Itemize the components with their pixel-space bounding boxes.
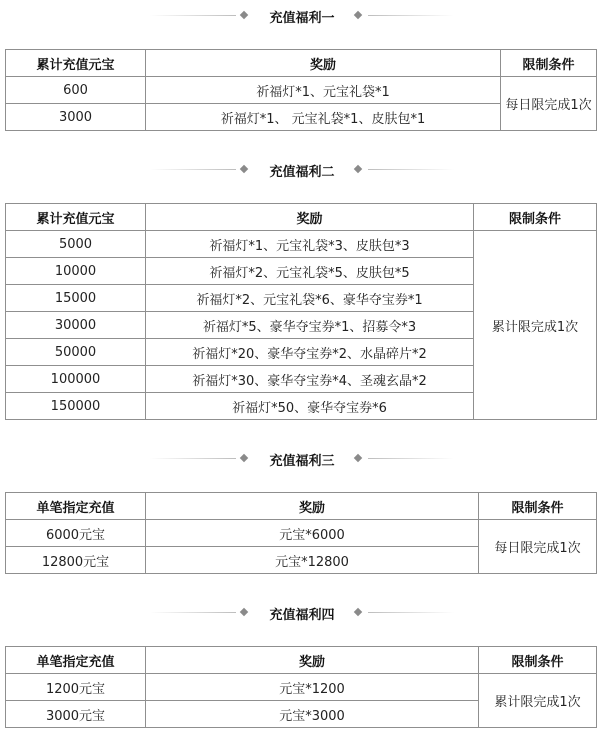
reward-cell: 元宝*12800 [146,547,479,574]
reward-cell: 元宝*1200 [146,674,479,701]
amount-cell: 600 [6,77,146,104]
reward-cell: 祈福灯*5、豪华夺宝券*1、招募令*3 [146,312,474,339]
reward-cell: 祈福灯*1、 元宝礼袋*1、皮肤包*1 [146,104,501,131]
reward-cell: 祈福灯*30、豪华夺宝券*4、圣魂玄晶*2 [146,366,474,393]
section-recharge-bonus-3 [0,443,604,570]
amount-cell: 100000 [6,366,146,393]
reward-cell: 祈福灯*20、豪华夺宝券*2、水晶碎片*2 [146,339,474,366]
condition-cell: 累计限完成1次 [479,674,597,728]
table-header-row [6,50,597,77]
reward-cell: 祈福灯*2、元宝礼袋*6、豪华夺宝券*1 [146,285,474,312]
column-header-reward: 奖励 [146,50,501,77]
amount-cell: 1200元宝 [6,674,146,701]
reward-table [5,646,597,728]
column-header-reward: 奖励 [146,493,479,520]
table-header-row [6,204,597,231]
amount-cell: 150000 [6,393,146,420]
column-header-condition: 限制条件 [474,204,597,231]
column-header-amount: 累计充值元宝 [6,204,146,231]
reward-cell: 祈福灯*1、元宝礼袋*1 [146,77,501,104]
reward-table [5,203,597,420]
section-title: 充值福利一 [269,11,335,26]
column-header-reward: 奖励 [146,647,479,674]
reward-cell: 祈福灯*1、元宝礼袋*3、皮肤包*3 [146,231,474,258]
reward-cell: 祈福灯*2、元宝礼袋*5、皮肤包*5 [146,258,474,285]
section-title-bar [0,597,604,629]
section-recharge-bonus-1 [0,0,604,127]
reward-cell: 祈福灯*50、豪华夺宝券*6 [146,393,474,420]
section-title-bar [0,443,604,475]
column-header-reward: 奖励 [146,204,474,231]
divider-line [368,612,454,613]
column-header-condition: 限制条件 [501,50,597,77]
reward-table [5,492,597,574]
table-row [6,77,597,104]
section-title-bar [0,0,604,32]
amount-cell: 3000元宝 [6,701,146,728]
table-header-row [6,493,597,520]
section-title: 充值福利二 [269,165,335,180]
column-header-condition: 限制条件 [479,647,597,674]
section-recharge-bonus-4 [0,597,604,724]
divider-line [368,15,454,16]
section-title: 充值福利四 [269,608,335,623]
table-row [6,231,597,258]
amount-cell: 10000 [6,258,146,285]
amount-cell: 15000 [6,285,146,312]
reward-table [5,49,597,131]
column-header-amount: 单笔指定充值 [6,647,146,674]
table-row [6,520,597,547]
divider-line [368,458,454,459]
reward-cell: 元宝*6000 [146,520,479,547]
reward-cell: 元宝*3000 [146,701,479,728]
column-header-amount: 累计充值元宝 [6,50,146,77]
amount-cell: 6000元宝 [6,520,146,547]
table-row [6,674,597,701]
condition-cell: 每日限完成1次 [501,77,597,131]
amount-cell: 5000 [6,231,146,258]
condition-cell: 累计限完成1次 [474,231,597,420]
section-title-bar [0,154,604,186]
amount-cell: 12800元宝 [6,547,146,574]
table-header-row [6,647,597,674]
amount-cell: 30000 [6,312,146,339]
divider-line [368,169,454,170]
amount-cell: 3000 [6,104,146,131]
column-header-condition: 限制条件 [479,493,597,520]
section-recharge-bonus-2 [0,154,604,416]
condition-cell: 每日限完成1次 [479,520,597,574]
amount-cell: 50000 [6,339,146,366]
column-header-amount: 单笔指定充值 [6,493,146,520]
section-title: 充值福利三 [269,454,335,469]
